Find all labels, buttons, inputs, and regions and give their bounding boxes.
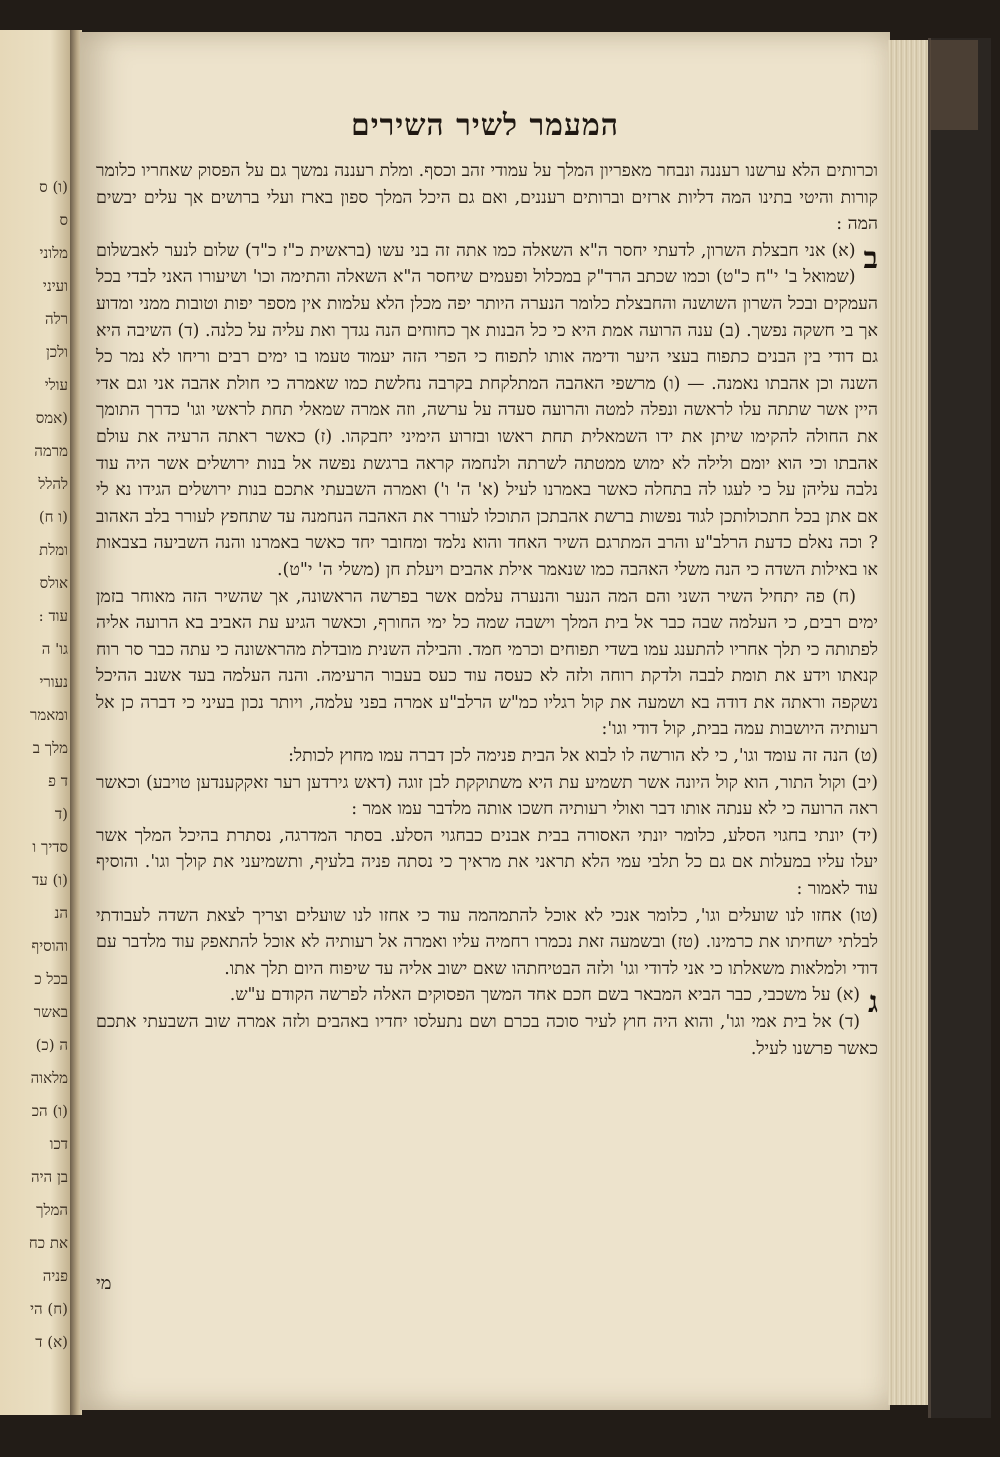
left-page-text-fragment: מלוני xyxy=(39,244,68,262)
left-page-text-fragment: המלך xyxy=(36,1201,68,1219)
left-page-text-fragment: (ו ח) xyxy=(38,508,68,526)
left-page-fragment xyxy=(0,30,74,1415)
paragraph: (ח) פה יתחיל השיר השני והם המה הנער והנערה עלמם אשר בפרשה הראשונה, אך שהשיר הזה מאוחר בזמן ימים רבים, כי העלמה שבה כבר אל בית המלך וישבה שמה כל ימי החורף, וכאשר הגיע עת האביב בא הרועה אליה לפתותה כי תלך אחריו להתענג עמו בשדי תפוחים וכרמי חמד. והבילה השנית מובדלת מהראשונה כי עתה כבר סר רוח קנאתו וידע את תומת לבבה ולדקת רוחה ולזה לא כעסה עוד כעס בעבור הרעימה. והנה העלמה בעד אשנב ההיכל נשקפה וראתה את דודה בא ושמעה את קול רגליו כמ"ש הרלב"ע אמרה בפני עלמה, ויותר נכון בעיני כי דברה כן אל רעותיה היושבות עמה בבית, קול דודי וגו': xyxy=(96,586,878,740)
left-page-text-fragment: (ד xyxy=(54,805,68,823)
left-page-text-fragment: הנ xyxy=(54,904,68,922)
page-edges xyxy=(888,40,932,1405)
left-page-text-fragment: ולכן xyxy=(45,343,68,361)
paragraph-continuation: וכרותים הלא ערשנו רעננה ונבחר מאפריון המלך על עמודי זהב וכסף. ומלת רעננה נמשך גם על הפסוק שאחריו כלומר קורות והיטי בתינו המה דליות ארזים וברותים רעננים, ואם גם היכל המלך ספון בארז ועלי ברושים אך עלים יבשים המה : xyxy=(96,161,878,235)
book-cover xyxy=(928,38,991,1418)
left-page-text-fragment: ה (כ) xyxy=(35,1036,68,1054)
chapter-mark: ב xyxy=(863,240,878,276)
left-page-text-fragment: בן היה xyxy=(30,1168,68,1186)
left-page-text-fragment: (ו) הכ xyxy=(31,1102,68,1120)
left-page-text-fragment: ועיני xyxy=(42,277,68,295)
chapter-mark: ג xyxy=(868,985,878,1021)
left-page-text-fragment: סדיך ו xyxy=(32,838,68,856)
left-page-text-fragment: גו' ה xyxy=(41,640,68,658)
left-page-text-fragment: להלל xyxy=(38,475,68,493)
left-page-text-fragment: ומאמר xyxy=(30,706,68,724)
running-head: המעמר לשיר השירים xyxy=(351,108,619,143)
left-page-text-fragment: אולס xyxy=(39,574,68,592)
left-page-text-fragment: עולי xyxy=(44,376,68,394)
paragraph-text: (א) על משכבי, כבר הביא המבאר בשם חכם אחד המשך הפסוקים האלה לפרשה הקודם ע"ש. xyxy=(229,985,861,1006)
paragraph: (יב) וקול התור, הוא קול היונה אשר תשמיע עת היא משתוקקת לבן זוגה (דאש גירדען רער זאקקענדען טויבע) וכאשר ראה הרועה כי לא ענתה אותו דבר ואולי רעותיה חשכו אותה מלדבר עמו אמר : xyxy=(96,772,878,820)
left-page-text-fragment: (ח) הי xyxy=(30,1300,68,1318)
left-page-text-fragment: ד פ xyxy=(48,772,68,790)
left-page-text-fragment: מלאוה xyxy=(30,1069,68,1087)
left-page-text-fragment: והוסיף xyxy=(31,937,68,955)
left-page-text-fragment: מלך ב xyxy=(32,739,68,757)
page-number: מי xyxy=(96,1273,112,1294)
paragraph: (ד) אל בית אמי וגו', והוא היה חוץ לעיר סוכה בכרם ושם נתעלסו יחדיו באהבים ולזה אמרה שוב השבעתי אתכם כאשר פרשנו לעיל. xyxy=(96,1012,878,1059)
left-page-text-fragment: (ו) ס xyxy=(39,178,68,196)
cover-wear xyxy=(930,40,978,130)
paragraph-chapter-3 xyxy=(96,982,878,1021)
left-page-text-fragment: ומלת xyxy=(39,541,68,559)
left-page-text-fragment: רלה xyxy=(44,310,68,328)
left-page-text-fragment: דכו xyxy=(49,1135,68,1153)
paragraph: (טו) אחזו לנו שועלים וגו', כלומר אנכי לא אוכל להתמהמה עוד כי אחזו לנו שועלים וצריך לצאת השדה לעבודתי לבלתי ישחיתו את כרמינו. (טז) ובשמעה זאת נכמרו רחמיה עליו ואמרה אל רעותיה לא אוכל להתאפק עוד מלדבר עם דודי ולמלאות משאלתו כי אני לדודי וגו' ולזה הבטיחתהו שאם ישוב אליה עד שיפוח היום תלך אתו. xyxy=(96,905,878,979)
left-page-text-fragment: באשר xyxy=(33,1003,68,1021)
left-page-text-fragment: ס xyxy=(59,211,68,229)
left-page-text-fragment: מרמה xyxy=(34,442,68,460)
left-page-text-fragment: (אמס xyxy=(35,409,68,427)
left-page-text-fragment: פניה xyxy=(42,1267,68,1285)
left-page-text-fragment: (א) ד xyxy=(35,1333,68,1351)
left-page-text-fragment: נעורי xyxy=(39,673,68,691)
left-page-text-fragment: את כח xyxy=(28,1234,68,1252)
paragraph: (יד) יונתי בחגוי הסלע, כלומר יונתי האסורה בבית אבנים כבחגוי הסלע. בסתר המדרגה, נסתרת בהיכל המלך אשר יעלו עליו במעלות אם גם כל תלבי עמי הלא תראני את מראיך כי נסתה פניה בלעיף, ותשמיעני את קולך וגו'. והוסיף עוד לאמור : xyxy=(96,825,878,900)
left-page-text-fragment: (ו) עד xyxy=(31,871,68,889)
paragraph: (ט) הנה זה עומד וגו', כי לא הורשה לו לבוא אל הבית פנימה לכן דברה עמו מחוץ לכותל: xyxy=(288,746,878,767)
left-page-text-fragment: עוד : xyxy=(38,607,68,625)
left-page-text-fragment: בכל כ xyxy=(34,970,68,988)
paragraph-text: (א) אני חבצלת השרון, לדעתי יחסר ה"א השאלה כמו אתה זה בני עשו (בראשית כ"ז כ"ד) שלום לנער לאבשלום (שמואל ב' י"ח כ"ט) וכמו שכתב הרד"ק במכלול ופעמים שיחסר ה"א השאלה והתימה וכו' ושיעורו האני לבדי בכל העמקים ובכל השרון השושנה והחבצלת כלומר הנערה היותר יפה מכלן הלא עלמות אין מספר יפות וטובות ממני ומדוע אך בי חשקה נפשך. (ב) ענה הרועה אמת היא כי כל הבנות אך כחוחים הנה נגדך ואת עליה על כלנה. (ד) השיבה היא גם דודי בין הבנים כתפוח בעצי היער ודימה אותו לתפוח כי הפרי הזה יעמוד טעמו בו ימים רבים וריחו לא נמר כל השנה וכן אהבתו נאמנה. — (ו) מרשפי האהבה המתלקחת בקרבה נחלשת כמו שאמרה כי חולת אהבה אני וגם אדי היין אשר שתתה עלו לראשה ונפלה למטה והרועה סעדה על ערשה, וזה אמרה שמאלי תחת לראשי וגו' כדרך התומך את החולה להקימו שיתן את ידו השמאלית תחת ראשו ובזרוע הימיני יחבקהו. (ז) כאשר ראתה הרעיה את עולם אהבתו וכי הוא יומם ולילה לא ימוש ממטתה לשרתה ולנחמה קראה ברגשת נפשה אל בנות ירושלים אשר היה עוד נלבה עליהן על כי לעגו לה בתחלה כאשר באמרנו לעיל (א' ה' ו') ואמרה השבעתי אתכם בנות ירושלים הגידו נא לי אם אתן בכל חתכולותכן לגוד נפשות ברשת אהבתכן התוכלו לעורר את האהבה הנחמנה עד שתחפץ לעורר בלב האהוב ? וכה נאלם כדעת הרלב"ע והרב המתרגם השיר האחד והוא נלמד ומחובר יחד כאשר באמרנו והנה השביעה בצבאות או באילות השדה כי הנה משלי האהבה כמו שנאמר אילת אהבים ויעלת חן (משלי ה' י"ט). xyxy=(96,240,878,580)
paragraph-chapter-2 xyxy=(96,238,878,584)
page-body xyxy=(96,158,878,1062)
